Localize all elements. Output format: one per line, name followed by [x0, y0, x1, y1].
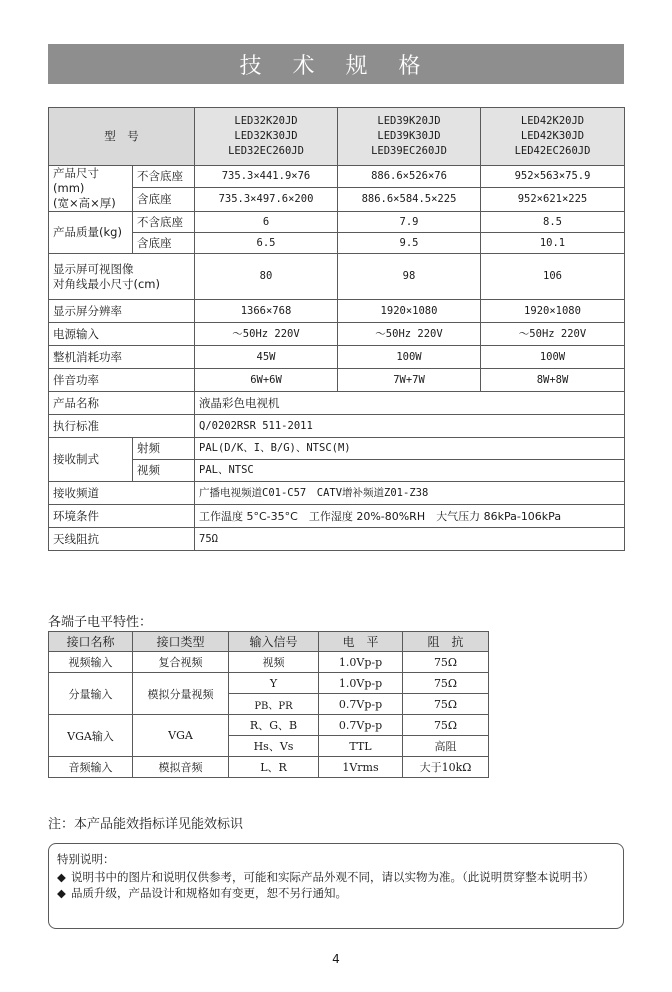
model-col-3: LED42K20JD LED42K30JD LED42EC260JD — [481, 108, 625, 166]
port-signal: L、R — [229, 757, 319, 778]
audio-3: 8W+8W — [481, 369, 625, 392]
rf-value: PAL(D/K、I、B/G)、NTSC(M) — [195, 438, 625, 460]
port-type: VGA — [133, 715, 229, 757]
port-level: 1.0Vp-p — [319, 673, 403, 694]
table-row — [49, 652, 489, 673]
env-label: 环境条件 — [49, 505, 195, 528]
port-name: 视频输入 — [49, 652, 133, 673]
table-row — [49, 757, 489, 778]
video-value: PAL、NTSC — [195, 460, 625, 482]
port-name: VGA输入 — [49, 715, 133, 757]
spec-table — [48, 107, 625, 551]
channel-label: 接收频道 — [49, 482, 195, 505]
model-col-1: LED32K20JD LED32K30JD LED32EC260JD — [195, 108, 338, 166]
recv-label: 接收制式 — [49, 438, 133, 482]
name-label: 产品名称 — [49, 392, 195, 415]
size-with-base-2: 886.6×584.5×225 — [338, 188, 481, 212]
ports-table — [48, 631, 489, 778]
power-in-1: ～50Hz 220V — [195, 323, 338, 346]
weight-with-base-label: 含底座 — [133, 233, 195, 254]
standard-value: Q/0202RSR 511-2011 — [195, 415, 625, 438]
size-no-base-label: 不含底座 — [133, 166, 195, 188]
port-impedance: 75Ω — [403, 715, 489, 736]
port-impedance: 大于10kΩ — [403, 757, 489, 778]
table-row — [49, 715, 489, 736]
standard-label: 执行标准 — [49, 415, 195, 438]
port-signal: R、G、B — [229, 715, 319, 736]
antenna-label: 天线阻抗 — [49, 528, 195, 551]
consumption-3: 100W — [481, 346, 625, 369]
port-signal: 视频 — [229, 652, 319, 673]
weight-with-base-2: 9.5 — [338, 233, 481, 254]
weight-with-base-1: 6.5 — [195, 233, 338, 254]
diag-2: 98 — [338, 254, 481, 300]
power-in-2: ～50Hz 220V — [338, 323, 481, 346]
ports-header: 接口类型 — [133, 632, 229, 652]
channel-value: 广播电视频道C01-C57 CATV增补频道Z01-Z38 — [195, 482, 625, 505]
ports-header: 电 平 — [319, 632, 403, 652]
port-signal: Hs、Vs — [229, 736, 319, 757]
list-item — [57, 885, 615, 901]
list-item — [57, 869, 615, 885]
port-name: 音频输入 — [49, 757, 133, 778]
port-signal: PB、PR — [229, 694, 319, 715]
notice-text: 说明书中的图片和说明仅供参考，可能和实际产品外观不同，请以实物为准。（此说明贯穿整本说明书） — [71, 870, 595, 884]
port-level: TTL — [319, 736, 403, 757]
res-3: 1920×1080 — [481, 300, 625, 323]
bullet-icon: ◆ — [57, 870, 66, 884]
product-name: 液晶彩色电视机 — [195, 392, 625, 415]
special-title: 特别说明： — [57, 852, 115, 866]
consumption-2: 100W — [338, 346, 481, 369]
size-no-base-3: 952×563×75.9 — [481, 166, 625, 188]
ports-header: 输入信号 — [229, 632, 319, 652]
port-impedance: 75Ω — [403, 652, 489, 673]
diag-3: 106 — [481, 254, 625, 300]
consumption-label: 整机消耗功率 — [49, 346, 195, 369]
port-level: 1Vrms — [319, 757, 403, 778]
port-level: 1.0Vp-p — [319, 652, 403, 673]
port-level: 0.7Vp-p — [319, 715, 403, 736]
weight-no-base-3: 8.5 — [481, 212, 625, 233]
model-label: 型 号 — [49, 108, 195, 166]
model-col-2: LED39K20JD LED39K30JD LED39EC260JD — [338, 108, 481, 166]
audio-1: 6W+6W — [195, 369, 338, 392]
audio-2: 7W+7W — [338, 369, 481, 392]
page-title: 技 术 规 格 — [48, 44, 624, 84]
video-label: 视频 — [133, 460, 195, 482]
bullet-icon: ◆ — [57, 886, 66, 900]
weight-no-base-2: 7.9 — [338, 212, 481, 233]
size-no-base-2: 886.6×526×76 — [338, 166, 481, 188]
port-type: 模拟分量视频 — [133, 673, 229, 715]
special-notice — [48, 843, 624, 929]
res-label: 显示屏分辨率 — [49, 300, 195, 323]
port-impedance: 75Ω — [403, 673, 489, 694]
env-value: 工作温度 5°C-35°C 工作湿度 20%-80%RH 大气压力 86kPa-106kPa — [195, 505, 625, 528]
notice-text: 品质升级，产品设计和规格如有变更，恕不另行通知。 — [71, 886, 347, 900]
weight-no-base-1: 6 — [195, 212, 338, 233]
page-number: 4 — [332, 952, 340, 966]
size-no-base-1: 735.3×441.9×76 — [195, 166, 338, 188]
port-type: 模拟音频 — [133, 757, 229, 778]
power-in-3: ～50Hz 220V — [481, 323, 625, 346]
weight-no-base-label: 不含底座 — [133, 212, 195, 233]
port-impedance: 高阻 — [403, 736, 489, 757]
res-1: 1366×768 — [195, 300, 338, 323]
port-impedance: 75Ω — [403, 694, 489, 715]
ports-header: 阻 抗 — [403, 632, 489, 652]
port-type: 复合视频 — [133, 652, 229, 673]
power-in-label: 电源输入 — [49, 323, 195, 346]
weight-label: 产品质量(kg) — [49, 212, 133, 254]
res-2: 1920×1080 — [338, 300, 481, 323]
diag-label: 显示屏可视图像 对角线最小尺寸(cm) — [49, 254, 195, 300]
size-with-base-3: 952×621×225 — [481, 188, 625, 212]
rf-label: 射频 — [133, 438, 195, 460]
ports-header: 接口名称 — [49, 632, 133, 652]
audio-label: 伴音功率 — [49, 369, 195, 392]
table-row — [49, 673, 489, 694]
size-with-base-1: 735.3×497.6×200 — [195, 188, 338, 212]
energy-note: 注：本产品能效指标详见能效标识 — [48, 817, 244, 832]
consumption-1: 45W — [195, 346, 338, 369]
port-signal: Y — [229, 673, 319, 694]
port-name: 分量输入 — [49, 673, 133, 715]
size-label: 产品尺寸(mm) (宽×高×厚) — [49, 166, 133, 212]
weight-with-base-3: 10.1 — [481, 233, 625, 254]
ports-title: 各端子电平特性： — [48, 615, 153, 630]
diag-1: 80 — [195, 254, 338, 300]
antenna-value: 75Ω — [195, 528, 625, 551]
port-level: 0.7Vp-p — [319, 694, 403, 715]
size-with-base-label: 含底座 — [133, 188, 195, 212]
